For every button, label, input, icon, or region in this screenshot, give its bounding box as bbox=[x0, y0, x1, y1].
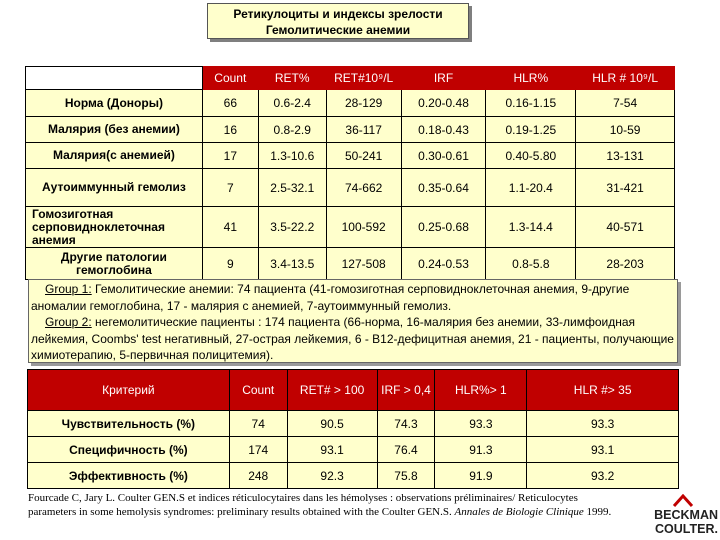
slide-subtitle: Гемолитические анемии bbox=[265, 23, 411, 37]
column-header: Count bbox=[229, 370, 287, 411]
table-cell: 91.9 bbox=[435, 463, 527, 489]
table-cell: 74 bbox=[229, 411, 287, 437]
table-cell: 93.3 bbox=[527, 411, 679, 437]
row-label: Норма (Доноры) bbox=[26, 90, 203, 117]
table-cell: 1.1-20.4 bbox=[486, 169, 576, 207]
column-header: IRF bbox=[401, 67, 486, 90]
row-label: Специфичность (%) bbox=[28, 437, 230, 463]
slide-title: Ретикулоциты и индексы зрелости bbox=[233, 7, 443, 21]
table-cell: 0.19-1.25 bbox=[486, 117, 576, 143]
table-cell: 10-59 bbox=[576, 117, 675, 143]
row-label: Гомозиготная серповидноклеточная анемия bbox=[26, 207, 203, 248]
table-cell: 3.5-22.2 bbox=[258, 207, 326, 248]
table-row bbox=[28, 411, 679, 437]
table-cell: 13-131 bbox=[576, 143, 675, 169]
table-cell: 1.3-10.6 bbox=[258, 143, 326, 169]
table-cell: 248 bbox=[229, 463, 287, 489]
column-header: Count bbox=[202, 67, 258, 90]
table-cell: 0.8-5.8 bbox=[486, 248, 576, 280]
citation-journal: Annales de Biologie Clinique bbox=[454, 506, 584, 518]
group-2-label: Group 2: bbox=[45, 315, 92, 329]
table-cell: 75.8 bbox=[377, 463, 435, 489]
table-cell: 0.6-2.4 bbox=[258, 90, 326, 117]
table-cell: 90.5 bbox=[287, 411, 377, 437]
table-cell: 1.3-14.4 bbox=[486, 207, 576, 248]
group-1-paragraph bbox=[31, 281, 677, 314]
header-blank-cell bbox=[26, 67, 203, 90]
column-header: HLR # 10⁹/L bbox=[576, 67, 675, 90]
table-cell: 0.16-1.15 bbox=[486, 90, 576, 117]
table-cell: 0.25-0.68 bbox=[401, 207, 486, 248]
table-cell: 16 bbox=[202, 117, 258, 143]
reference-ranges-table bbox=[25, 66, 675, 280]
group-1-label: Group 1: bbox=[45, 282, 92, 296]
table-row bbox=[26, 90, 675, 117]
table-cell: 76.4 bbox=[377, 437, 435, 463]
table-row bbox=[26, 207, 675, 248]
column-header: HLR%> 1 bbox=[435, 370, 527, 411]
logo-word-2: COULTER. bbox=[655, 522, 718, 536]
table-cell: 93.1 bbox=[527, 437, 679, 463]
table-cell: 127-508 bbox=[326, 248, 401, 280]
beckman-coulter-logo bbox=[648, 494, 718, 538]
row-label: Малярия(с анемией) bbox=[26, 143, 203, 169]
column-header: HLR #> 35 bbox=[527, 370, 679, 411]
diagnostic-criteria-table bbox=[27, 369, 679, 489]
table-cell: 28-203 bbox=[576, 248, 675, 280]
row-label: Другие патологии гемоглобина bbox=[26, 248, 203, 280]
row-label: Малярия (без анемии) bbox=[26, 117, 203, 143]
table-cell: 91.3 bbox=[435, 437, 527, 463]
table-cell: 0.40-5.80 bbox=[486, 143, 576, 169]
table-cell: 93.1 bbox=[287, 437, 377, 463]
table-header-row bbox=[26, 67, 675, 90]
column-header: IRF > 0,4 bbox=[377, 370, 435, 411]
table-cell: 50-241 bbox=[326, 143, 401, 169]
group-1-text: Гемолитические анемии: 74 пациента (41-гомозиготная серповидноклеточная анемия, 9-другие аномалии гемоглобина, 17 - малярия с анемией, 7-аутоиммунный гемолиз. bbox=[31, 282, 630, 313]
table-cell: 93.3 bbox=[435, 411, 527, 437]
citation-year: 1999. bbox=[583, 506, 612, 518]
study-groups-note bbox=[28, 279, 678, 363]
table-cell: 0.18-0.43 bbox=[401, 117, 486, 143]
table-cell: 36-117 bbox=[326, 117, 401, 143]
table-cell: 93.2 bbox=[527, 463, 679, 489]
row-label: Чувствительность (%) bbox=[28, 411, 230, 437]
citation-text: Fourcade C, Jary L. Coulter GEN.S et indices réticulocytaires dans les hémolyses : observations préliminaires/ Reticulocytes parameters in some hemolysis syndromes: preliminary results obtained with the Coulter GEN.S. bbox=[28, 492, 578, 518]
table-cell: 66 bbox=[202, 90, 258, 117]
column-header: RET#10⁹/L bbox=[326, 67, 401, 90]
slide-title-box bbox=[207, 3, 469, 39]
table-cell: 2.5-32.1 bbox=[258, 169, 326, 207]
group-2-paragraph bbox=[31, 314, 677, 363]
row-label: Аутоиммунный гемолиз bbox=[26, 169, 203, 207]
table-cell: 0.24-0.53 bbox=[401, 248, 486, 280]
table-cell: 92.3 bbox=[287, 463, 377, 489]
table-cell: 74.3 bbox=[377, 411, 435, 437]
table-cell: 17 bbox=[202, 143, 258, 169]
table-header-row bbox=[28, 370, 679, 411]
table-cell: 31-421 bbox=[576, 169, 675, 207]
table-row bbox=[26, 248, 675, 280]
column-header: RET# > 100 bbox=[287, 370, 377, 411]
table-row bbox=[28, 437, 679, 463]
table-row bbox=[26, 169, 675, 207]
group-2-text: негемолитические пациенты : 174 пациента (66-норма, 16-малярия без анемии, 33-лимфоидная лейкемия, Coombs' test негативный, 27-острая лейкемия, 6 - B12-дефицитная анемия, 21 - пациенты, получающие химиотерапию, 5-первичная полицитемия). bbox=[31, 315, 674, 362]
table-cell: 7 bbox=[202, 169, 258, 207]
table-cell: 3.4-13.5 bbox=[258, 248, 326, 280]
table-cell: 100-592 bbox=[326, 207, 401, 248]
table-cell: 0.20-0.48 bbox=[401, 90, 486, 117]
column-header: Критерий bbox=[28, 370, 230, 411]
table-cell: 74-662 bbox=[326, 169, 401, 207]
table-row bbox=[26, 143, 675, 169]
table-cell: 7-54 bbox=[576, 90, 675, 117]
table-row bbox=[28, 463, 679, 489]
table-cell: 40-571 bbox=[576, 207, 675, 248]
logo-word-1: BECKMAN bbox=[654, 508, 718, 522]
table-cell: 174 bbox=[229, 437, 287, 463]
table-cell: 0.35-0.64 bbox=[401, 169, 486, 207]
reference-citation bbox=[28, 491, 628, 519]
table-cell: 41 bbox=[202, 207, 258, 248]
table-cell: 0.30-0.61 bbox=[401, 143, 486, 169]
table-cell: 0.8-2.9 bbox=[258, 117, 326, 143]
row-label: Эффективность (%) bbox=[28, 463, 230, 489]
table-cell: 28-129 bbox=[326, 90, 401, 117]
logo-mark-icon bbox=[672, 494, 694, 508]
table-row bbox=[26, 117, 675, 143]
column-header: HLR% bbox=[486, 67, 576, 90]
table-cell: 9 bbox=[202, 248, 258, 280]
column-header: RET% bbox=[258, 67, 326, 90]
